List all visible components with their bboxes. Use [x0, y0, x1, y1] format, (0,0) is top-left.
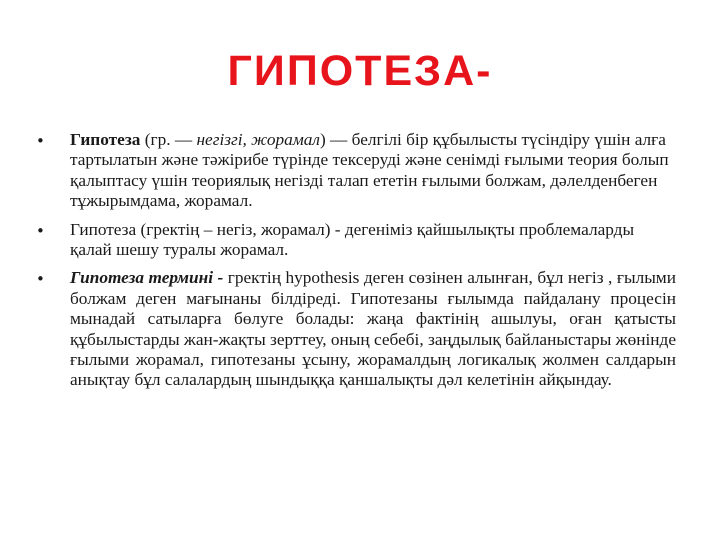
bullet-term: Гипотеза термині -: [70, 268, 224, 288]
bullet-list: [36, 130, 676, 399]
bullet-text: (гр. —: [140, 130, 197, 149]
bullet-item-3: [36, 268, 676, 390]
bullet-icon: •: [36, 221, 45, 240]
bullet-term: Гипотеза: [70, 130, 141, 149]
bullet-icon: •: [36, 270, 45, 289]
slide-title: ГИПОТЕЗА-: [227, 47, 493, 95]
bullet-text: Гипотеза (гректің – негіз, жорамал) - дегеніміз қайшылықты проблемаларды қалай шешу туралы жорамал.: [70, 219, 635, 260]
bullet-icon: •: [36, 132, 45, 150]
bullet-text: гректің һypotһesis деген сөзінен алынған, бұл негіз , ғылыми болжам деген мағынаны білдіреді. Гипотезаны ғылымда пайдалану процесін мынадай сатыларға бөлуге болады: жаңа фактінің ашылуы, оған қатысты құбылыстарды жан-жақты зерттеу, оның себебі, заңдылық байланыстары жөнінде ғылыми жорамал, гипотезаны ұсыну, жорамалдың логикалық жолмен салдарын анықтау бұл салалардың шындыққа қаншалықты дәл келетінін айқындау.: [70, 268, 676, 390]
bullet-text: ) — белгілі бір құбылысты түсіндіру үшін алға тартылатын және тәжірибе түрінде тексеруді және сенімді ғылыми теория болып қалыптасу үшін теориялық негізді талап ететін ғылыми болжам, дәлелденбеген тұжырымдама, жорамал.: [70, 130, 669, 211]
bullet-italic-words: негізгі, жорамал: [196, 130, 320, 149]
bullet-item-2: [36, 220, 676, 261]
bullet-item-1: [36, 130, 676, 212]
